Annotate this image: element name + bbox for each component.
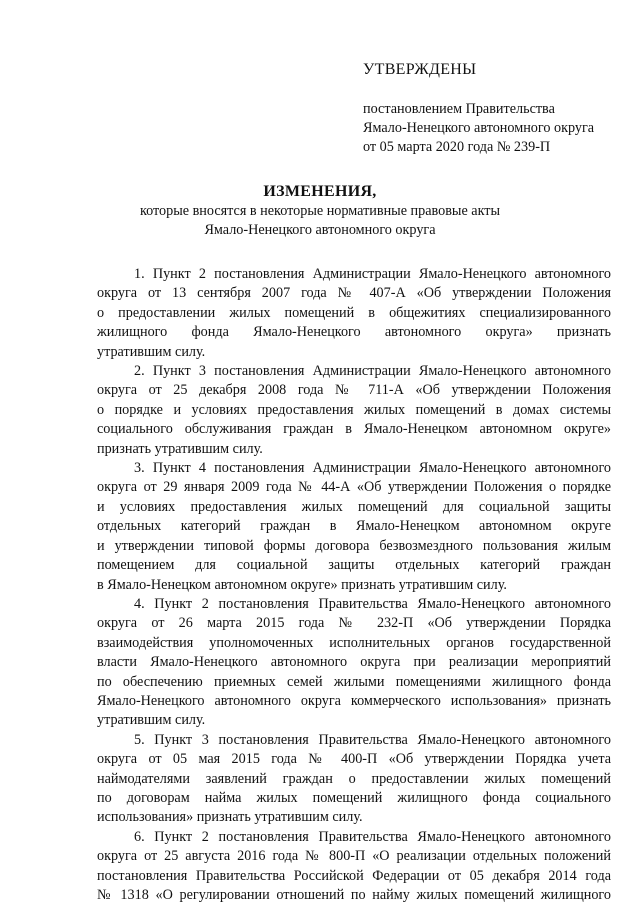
paragraph-line: округа от 25 августа 2016 года № 800-П «О реализации отдельных положений xyxy=(97,848,611,865)
paragraph-line: помещением для социальной защиты отдельных категорий граждан xyxy=(97,557,611,574)
approval-stamp-title: УТВЕРЖДЕНЫ xyxy=(363,61,477,78)
paragraph-line: отдельных категорий граждан в Ямало-Ненецком автономном округе xyxy=(97,518,611,535)
paragraph-line: наймодателями заявлений граждан о предоставлении жилых помещений xyxy=(97,770,611,787)
paragraph-line: по договорам найма жилых помещений жилищного фонда социального xyxy=(97,789,611,806)
paragraph-line: 6. Пункт 2 постановления Правительства Ямало-Ненецкого автономного xyxy=(134,828,611,845)
paragraph-line: социального обслуживания граждан в Ямало-Ненецком автономном округе» xyxy=(97,421,611,438)
approval-line: постановлением Правительства xyxy=(363,101,555,117)
paragraph-line: округа от 26 марта 2015 года № 232-П «Об утверждении Порядка xyxy=(97,615,611,632)
change-item-2 xyxy=(97,362,611,459)
paragraph-line: взаимодействия уполномоченных исполнительных органов государственной xyxy=(97,634,611,651)
document-body xyxy=(97,265,611,905)
paragraph-line: о предоставлении жилых помещений в общежитиях специализированного xyxy=(97,304,611,321)
paragraph-line: в Ямало-Ненецком автономном округе» признать утратившим силу. xyxy=(97,576,507,593)
paragraph-line: утратившим силу. xyxy=(97,712,206,729)
approval-line: Ямало-Ненецкого автономного округа xyxy=(363,120,595,136)
paragraph-line: и утверждении типовой формы договора безвозмездного пользования жилым xyxy=(97,537,611,554)
paragraph-line: о порядке и условиях предоставления жилых помещений в домах системы xyxy=(97,401,611,418)
document-heading: ИЗМЕНЕНИЯ, xyxy=(263,183,377,200)
paragraph-line: округа от 29 января 2009 года № 44-А «Об утверждении Положения о порядке xyxy=(97,479,611,496)
paragraph-line: по обеспечению приемных семей жилыми помещениями жилищного фонда xyxy=(97,673,611,690)
paragraph-line: власти Ямало-Ненецкого автономного округа при реализации мероприятий xyxy=(97,654,611,671)
paragraph-line: 5. Пункт 3 постановления Правительства Ямало-Ненецкого автономного xyxy=(134,731,611,748)
paragraph-line: Ямало-Ненецкого автономного округа коммерческого использования» признать xyxy=(97,692,611,709)
paragraph-line: признать утратившим силу. xyxy=(97,440,263,457)
paragraph-line: жилищного фонда Ямало-Ненецкого автономного округа» признать xyxy=(97,324,611,341)
paragraph-line: постановления Правительства Российской Федерации от 05 декабря 2014 года xyxy=(97,867,611,884)
approval-line: от 05 марта 2020 года № 239-П xyxy=(363,139,551,155)
paragraph-line: округа от 13 сентября 2007 года № 407-А «Об утверждении Положения xyxy=(97,285,611,302)
paragraph-line: и условиях предоставления жилых помещений для социальной защиты xyxy=(97,498,611,515)
paragraph-line: 1. Пункт 2 постановления Администрации Ямало-Ненецкого автономного xyxy=(134,266,611,282)
approval-reference xyxy=(363,100,594,157)
paragraph-line: утратившим силу. xyxy=(97,343,206,360)
subheading-line: Ямало-Ненецкого автономного округа xyxy=(204,222,436,238)
paragraph-line: использования» признать утратившим силу. xyxy=(97,809,363,826)
paragraph-line: округа от 25 декабря 2008 года № 711-А «Об утверждении Положения xyxy=(97,382,611,399)
paragraph-line: № 1318 «О регулировании отношений по найму жилых помещений жилищного xyxy=(97,887,611,903)
change-item-3 xyxy=(97,459,611,595)
change-item-5 xyxy=(97,731,611,828)
paragraph-line: 3. Пункт 4 постановления Администрации Ямало-Ненецкого автономного xyxy=(134,460,611,477)
change-item-6 xyxy=(97,828,611,905)
change-item-4 xyxy=(97,595,611,731)
document-subheading xyxy=(0,202,640,240)
change-item-1 xyxy=(97,265,611,362)
subheading-line: которые вносятся в некоторые нормативные правовые акты xyxy=(139,203,501,219)
paragraph-line: 2. Пункт 3 постановления Администрации Ямало-Ненецкого автономного xyxy=(134,363,611,380)
paragraph-line: округа от 05 мая 2015 года № 400-П «Об утверждении Порядка учета xyxy=(97,751,611,768)
paragraph-line: 4. Пункт 2 постановления Правительства Ямало-Ненецкого автономного xyxy=(134,595,611,612)
